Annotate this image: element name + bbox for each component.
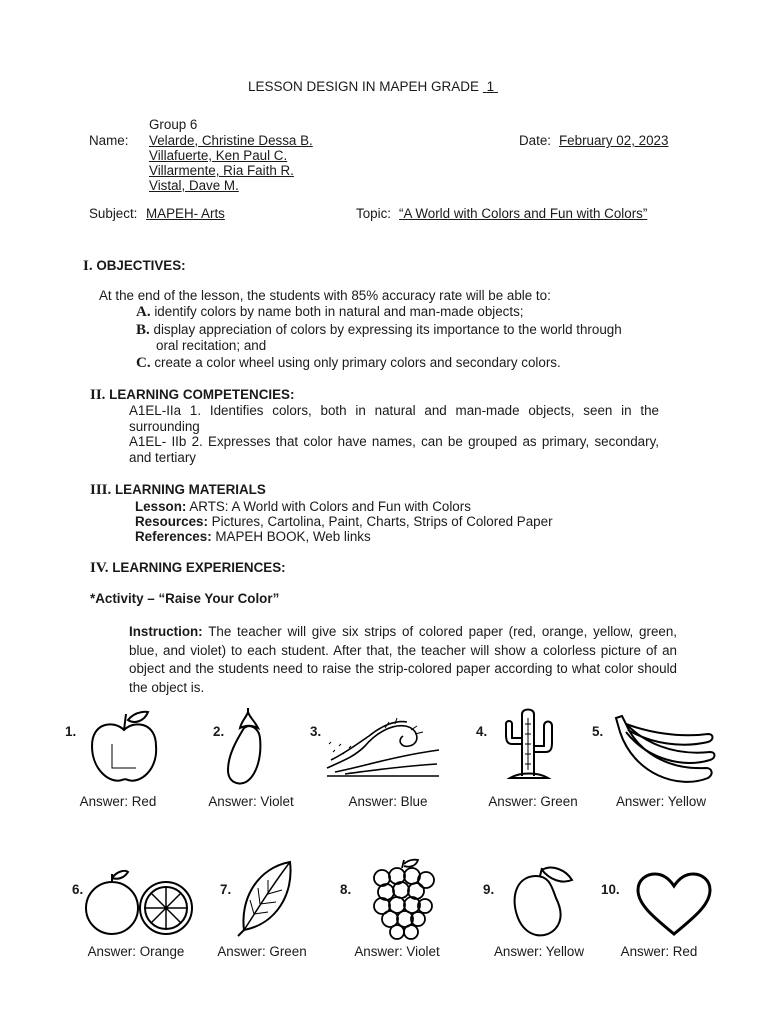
name-3: Villarmente, Ria Faith R. <box>149 163 294 178</box>
resources-value: Pictures, Cartolina, Paint, Charts, Strips of Colored Paper <box>211 514 553 529</box>
objectives-numeral: I. <box>83 258 93 274</box>
experiences-title: LEARNING EXPERIENCES: <box>112 560 286 575</box>
materials-heading <box>90 482 266 499</box>
activity-title: *Activity – “Raise Your Color” <box>90 591 280 606</box>
objectives-heading <box>83 258 186 275</box>
topic-value: “A World with Colors and Fun with Colors” <box>399 206 648 221</box>
materials-lesson <box>135 499 471 514</box>
materials-numeral: III. <box>90 482 112 498</box>
subject-value: MAPEH- Arts <box>146 206 225 221</box>
grade-value: 1 <box>486 79 495 94</box>
experiences-numeral: IV. <box>90 560 109 576</box>
answer-label: Answer: Green <box>217 944 307 959</box>
answer-label: Answer: Blue <box>348 794 428 809</box>
page-title <box>248 79 498 94</box>
resources-label: Resources: <box>135 514 208 529</box>
objective-c <box>136 355 561 372</box>
objective-b <box>136 322 622 339</box>
references-value: MAPEH BOOK, Web links <box>215 529 371 544</box>
answer-label: Answer: Yellow <box>615 794 707 809</box>
competencies-heading <box>90 387 294 404</box>
answer-label: Answer: Red <box>79 794 157 809</box>
instruction-text: The teacher will give six strips of colored paper (red, orange, yellow, green, blue, and violet) to each student. After that, the teacher will show a colorless picture of an object and the students need to raise the strip-colored paper according to what color should the object is. <box>129 624 678 695</box>
objective-text: identify colors by name both in natural and man-made objects; <box>154 304 524 319</box>
item-number: 7. <box>220 882 232 897</box>
item-number: 3. <box>310 724 322 739</box>
item-number: 2. <box>213 724 225 739</box>
materials-resources <box>135 514 553 529</box>
item-number: 6. <box>72 882 84 897</box>
references-label: References: <box>135 529 212 544</box>
name-label: Name: <box>89 133 129 148</box>
item-number: 8. <box>340 882 352 897</box>
title-text: LESSON DESIGN IN MAPEH GRADE <box>248 79 480 94</box>
apple-icon <box>84 708 164 788</box>
objective-text: display appreciation of colors by expressing its importance to the world through <box>153 322 622 337</box>
name-2: Villafuerte, Ken Paul C. <box>149 148 288 163</box>
instruction-paragraph <box>129 623 677 697</box>
orange-icon <box>84 866 196 938</box>
objective-text: create a color wheel using only primary colors and secondary colors. <box>154 355 561 370</box>
competency-1: A1EL-IIa 1. Identifies colors, both in natural and man-made objects, seen in the surrounding <box>129 403 659 434</box>
lesson-label: Lesson: <box>135 499 187 514</box>
answer-label: Answer: Orange <box>87 944 185 959</box>
lesson-value: ARTS: A World with Colors and Fun with Colors <box>189 499 471 514</box>
experiences-heading <box>90 560 286 577</box>
cactus-icon <box>496 704 560 784</box>
subject-label: Subject: <box>89 206 138 221</box>
answer-label: Answer: Red <box>620 944 698 959</box>
name-1: Velarde, Christine Dessa B. <box>149 133 313 148</box>
name-4: Vistal, Dave M. <box>149 178 239 193</box>
item-number: 10. <box>601 882 620 897</box>
materials-references <box>135 529 371 544</box>
eggplant-icon <box>218 708 278 788</box>
answer-label: Answer: Violet <box>208 794 294 809</box>
materials-title: LEARNING MATERIALS <box>115 482 266 497</box>
answer-label: Answer: Yellow <box>493 944 585 959</box>
heart-icon <box>634 872 714 938</box>
item-number: 4. <box>476 724 488 739</box>
objective-letter: B. <box>136 322 150 338</box>
objective-a <box>136 304 524 321</box>
date-value: February 02, 2023 <box>559 133 669 148</box>
item-number: 5. <box>592 724 604 739</box>
wave-icon <box>325 716 441 782</box>
mango-icon <box>506 862 576 942</box>
group-label: Group 6 <box>149 117 198 132</box>
objectives-intro: At the end of the lesson, the students with 85% accuracy rate will be able to: <box>99 288 551 303</box>
banana-icon <box>608 712 718 788</box>
competency-2: A1EL- IIb 2. Expresses that color have names, can be grouped as primary, secondary, and tertiary <box>129 434 659 465</box>
grapes-icon <box>368 858 438 942</box>
topic-label: Topic: <box>356 206 391 221</box>
instruction-label: Instruction: <box>129 624 203 639</box>
objective-b-cont: oral recitation; and <box>156 338 267 353</box>
leaf-icon <box>236 858 296 938</box>
competencies-numeral: II. <box>90 387 106 403</box>
answer-label: Answer: Green <box>488 794 578 809</box>
objective-letter: A. <box>136 304 151 320</box>
objective-letter: C. <box>136 355 151 371</box>
item-number: 9. <box>483 882 495 897</box>
competencies-title: LEARNING COMPETENCIES: <box>109 387 295 402</box>
objectives-title: OBJECTIVES: <box>96 258 186 273</box>
date-label: Date: <box>519 133 552 148</box>
answer-label: Answer: Violet <box>354 944 440 959</box>
item-number: 1. <box>65 724 77 739</box>
